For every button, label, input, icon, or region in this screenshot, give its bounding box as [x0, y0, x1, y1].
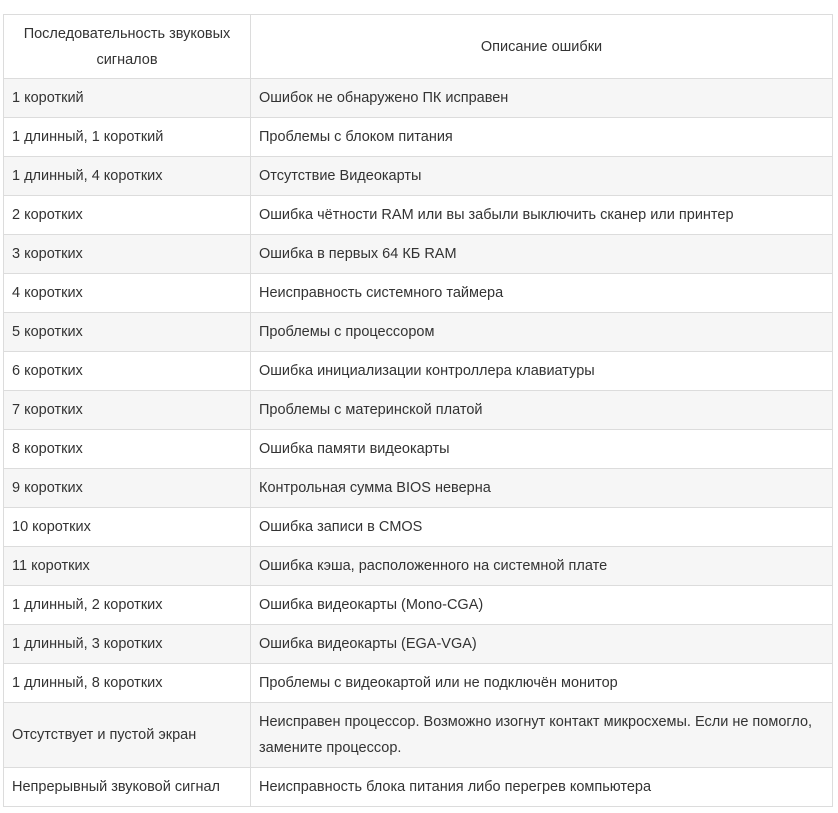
error-description-cell: Ошибка инициализации контроллера клавиатуры — [251, 352, 833, 391]
error-description-cell: Ошибка видеокарты (Mono-CGA) — [251, 586, 833, 625]
beep-sequence-cell: 6 коротких — [4, 352, 251, 391]
error-description-cell: Неисправность блока питания либо перегрев компьютера — [251, 768, 833, 807]
beep-sequence-cell: 7 коротких — [4, 391, 251, 430]
table-row — [4, 235, 833, 274]
table-row — [4, 352, 833, 391]
beep-sequence-cell: Отсутствует и пустой экран — [4, 703, 251, 768]
beep-sequence-cell: 10 коротких — [4, 508, 251, 547]
table-row — [4, 586, 833, 625]
table-row — [4, 469, 833, 508]
beep-sequence-cell: Непрерывный звуковой сигнал — [4, 768, 251, 807]
error-description-cell: Ошибок не обнаружено ПК исправен — [251, 79, 833, 118]
table-row — [4, 625, 833, 664]
table-row — [4, 157, 833, 196]
error-description-cell: Проблемы с материнской платой — [251, 391, 833, 430]
error-description-cell: Ошибка чётности RAM или вы забыли выключить сканер или принтер — [251, 196, 833, 235]
beep-sequence-cell: 5 коротких — [4, 313, 251, 352]
error-description-cell: Проблемы с видеокартой или не подключён монитор — [251, 664, 833, 703]
table-row — [4, 274, 833, 313]
table-row — [4, 508, 833, 547]
table-row — [4, 664, 833, 703]
error-description-cell: Ошибка памяти видеокарты — [251, 430, 833, 469]
error-description-cell: Ошибка в первых 64 КБ RAM — [251, 235, 833, 274]
table-row — [4, 196, 833, 235]
header-error-description: Описание ошибки — [251, 15, 833, 79]
beep-sequence-cell: 1 длинный, 4 коротких — [4, 157, 251, 196]
beep-sequence-cell: 2 коротких — [4, 196, 251, 235]
error-description-cell: Проблемы с блоком питания — [251, 118, 833, 157]
table-row — [4, 430, 833, 469]
beep-sequence-cell: 1 длинный, 3 коротких — [4, 625, 251, 664]
table-body — [4, 79, 833, 807]
table-container — [3, 14, 833, 807]
table-header — [4, 15, 833, 79]
table-row — [4, 703, 833, 768]
error-description-cell: Отсутствие Видеокарты — [251, 157, 833, 196]
table-row — [4, 313, 833, 352]
table-row — [4, 79, 833, 118]
table-row — [4, 547, 833, 586]
error-description-cell: Проблемы с процессором — [251, 313, 833, 352]
beep-sequence-cell: 1 длинный, 1 короткий — [4, 118, 251, 157]
error-description-cell: Ошибка видеокарты (EGA-VGA) — [251, 625, 833, 664]
beep-sequence-cell: 8 коротких — [4, 430, 251, 469]
error-description-cell: Контрольная сумма BIOS неверна — [251, 469, 833, 508]
beep-sequence-cell: 11 коротких — [4, 547, 251, 586]
table-row — [4, 118, 833, 157]
table-row — [4, 768, 833, 807]
error-description-cell: Ошибка записи в CMOS — [251, 508, 833, 547]
error-description-cell: Ошибка кэша, расположенного на системной плате — [251, 547, 833, 586]
beep-codes-table — [3, 14, 833, 807]
beep-sequence-cell: 1 длинный, 8 коротких — [4, 664, 251, 703]
error-description-cell: Неисправность системного таймера — [251, 274, 833, 313]
beep-sequence-cell: 3 коротких — [4, 235, 251, 274]
beep-sequence-cell: 4 коротких — [4, 274, 251, 313]
beep-sequence-cell: 9 коротких — [4, 469, 251, 508]
header-row — [4, 15, 833, 79]
table-row — [4, 391, 833, 430]
beep-sequence-cell: 1 короткий — [4, 79, 251, 118]
error-description-cell: Неисправен процессор. Возможно изогнут контакт микросхемы. Если не помогло, замените процессор. — [251, 703, 833, 768]
beep-sequence-cell: 1 длинный, 2 коротких — [4, 586, 251, 625]
header-beep-sequence: Последовательность звуковых сигналов — [4, 15, 251, 79]
